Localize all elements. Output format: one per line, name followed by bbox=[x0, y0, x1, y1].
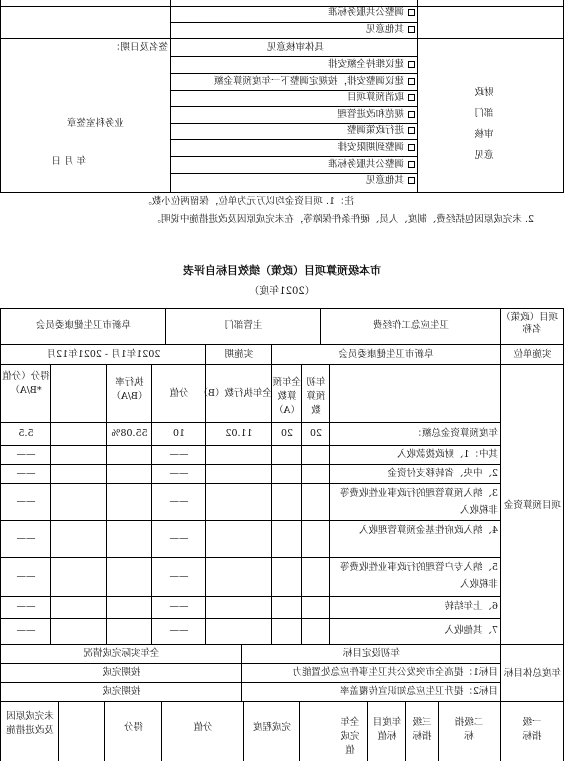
checkbox-label: 调整公共服务标准 bbox=[327, 158, 404, 170]
budget-score-val: —— bbox=[169, 495, 189, 507]
rule bbox=[0, 483, 501, 484]
ind-reason: 未完成原因及改进措施 bbox=[6, 711, 54, 736]
goal-1: 目标1：提高全市突发公共卫生事件应急处置能力 bbox=[292, 667, 498, 678]
checkbox-label: 建议维持全额安排 bbox=[327, 59, 404, 70]
ind-level3: 三级指标 bbox=[412, 717, 432, 742]
rule bbox=[0, 0, 1, 192]
budget-row-label: 5、纳入专户管理的行政事业性收费等非税收入 bbox=[339, 562, 498, 590]
opinion-header: 具体审核意见 bbox=[266, 42, 324, 53]
rule bbox=[0, 422, 501, 423]
rule bbox=[0, 344, 564, 345]
rule bbox=[417, 0, 418, 192]
ind-progress: 完成程度 bbox=[253, 722, 292, 733]
rule bbox=[500, 308, 501, 761]
col-score-val: 分值 bbox=[169, 388, 189, 399]
dept-label: 主管部门 bbox=[224, 320, 263, 331]
note-1: 注：1. 项目资金均以万元为单位，保留两位小数。 bbox=[142, 196, 354, 207]
rule bbox=[0, 618, 501, 619]
budget-row-label: 年度预算资金总额： bbox=[412, 427, 498, 439]
checkbox[interactable] bbox=[408, 177, 415, 184]
actual-header: 全年实际完成情况 bbox=[83, 648, 160, 659]
col-initial: 年初预算数 bbox=[306, 377, 326, 416]
rule bbox=[171, 22, 418, 23]
budget-section-label: 项目预算资金 bbox=[504, 500, 562, 511]
dept-value: 阜新市卫生健康委员会 bbox=[36, 320, 132, 331]
checkbox-label: 规范和改进管理 bbox=[337, 108, 404, 120]
budget-score-val: —— bbox=[169, 625, 189, 636]
ind-score-val: 分值 bbox=[193, 722, 213, 733]
budget-score: —— bbox=[16, 625, 36, 636]
checkbox[interactable] bbox=[408, 61, 415, 68]
planned-header: 年初设定目标 bbox=[343, 648, 401, 659]
budget-score: —— bbox=[16, 495, 36, 507]
business-office-seal: 业务科室签章 bbox=[66, 118, 124, 129]
budget-row-label: 3、纳入预算管理的行政事业性收费等非税收入 bbox=[339, 488, 498, 516]
rule bbox=[171, 173, 418, 174]
period-label: 实施期 bbox=[224, 349, 254, 360]
budget-row-label: 7、其他收入 bbox=[444, 625, 498, 636]
budget-score-val: —— bbox=[169, 570, 189, 582]
budget-score-val: 10 bbox=[172, 427, 186, 439]
goal-2-result: 按期完成 bbox=[102, 686, 141, 697]
checkbox[interactable] bbox=[408, 111, 415, 118]
dept-label-3: 审核 bbox=[474, 129, 494, 140]
rule bbox=[405, 701, 406, 761]
checkbox-label: 调整到期限安排 bbox=[337, 142, 404, 153]
ind-score: 得分 bbox=[124, 722, 144, 733]
rule bbox=[0, 364, 564, 365]
rule bbox=[0, 663, 501, 664]
checkbox[interactable] bbox=[408, 161, 415, 168]
goals-section-label: 年度总体目标 bbox=[504, 668, 562, 679]
checkbox-label: 取消预算项目 bbox=[346, 92, 404, 104]
budget-score-val: —— bbox=[169, 532, 189, 544]
budget-rate: 55.08% bbox=[111, 427, 148, 439]
rule bbox=[0, 644, 564, 645]
rule bbox=[0, 38, 564, 39]
goal-2: 目标2：提升卫生应急知识宣传覆盖率 bbox=[339, 686, 498, 697]
col-rate: 执行率（B/A） bbox=[111, 377, 148, 402]
rule bbox=[0, 6, 564, 7]
rule bbox=[0, 701, 564, 702]
ind-level1: 一级指标 bbox=[522, 717, 542, 742]
checkbox[interactable] bbox=[408, 94, 415, 101]
note-2: 2. 未完成原因包括经费、制度、人员、硬件条件保障等，在未完成原因及改进措施中说明。 bbox=[151, 214, 534, 225]
dept-label-2: 部门 bbox=[474, 108, 494, 119]
budget-score: —— bbox=[16, 601, 36, 612]
dept-label-1: 财政 bbox=[474, 87, 494, 98]
rule bbox=[171, 156, 418, 157]
rule bbox=[0, 464, 501, 465]
date-line: 年 月 日 bbox=[51, 156, 86, 167]
goal-1-result: 按期完成 bbox=[102, 667, 141, 678]
budget-score: —— bbox=[16, 448, 36, 460]
project-name-label: 项目（政策）名称 bbox=[505, 312, 559, 335]
ind-target: 年度目标值 bbox=[372, 717, 402, 742]
checkbox[interactable] bbox=[408, 144, 415, 151]
rule bbox=[367, 701, 368, 761]
rule bbox=[438, 701, 439, 761]
impl-label: 实施单位 bbox=[513, 349, 552, 360]
dept-label-4: 意见 bbox=[474, 150, 494, 161]
rule bbox=[171, 106, 418, 107]
checkbox[interactable] bbox=[408, 127, 415, 134]
rule bbox=[171, 123, 418, 124]
budget-annual: 20 bbox=[280, 427, 294, 439]
year-subtitle: （2021年度） bbox=[249, 286, 315, 297]
impl-value: 阜新市卫生健康委员会 bbox=[338, 349, 434, 360]
checkbox[interactable] bbox=[408, 26, 415, 33]
period-value: 2021年1月 - 2021年12月 bbox=[46, 349, 161, 360]
col-exec: 全年执行数（B） bbox=[198, 388, 272, 399]
ind-level2: 二级指标 bbox=[454, 717, 484, 742]
checkbox[interactable] bbox=[408, 78, 415, 85]
rule bbox=[171, 90, 418, 91]
budget-row-label: 4、纳入政府性基金预算管理收入 bbox=[358, 525, 498, 536]
rule bbox=[0, 682, 501, 683]
rule bbox=[171, 73, 418, 74]
rule bbox=[171, 139, 418, 140]
rule bbox=[0, 596, 501, 597]
rule bbox=[106, 364, 107, 644]
ind-actual: 全年完成值 bbox=[340, 717, 360, 756]
checkbox-label: 调整公共服务标准 bbox=[327, 7, 404, 18]
checkbox-label: 其他意见 bbox=[365, 175, 404, 187]
budget-score: —— bbox=[16, 467, 36, 479]
rule bbox=[0, 557, 501, 558]
rule bbox=[0, 192, 564, 193]
rule bbox=[0, 445, 501, 446]
budget-score-val: —— bbox=[169, 467, 189, 479]
dept-opinion-label bbox=[474, 82, 494, 166]
rule bbox=[171, 56, 418, 57]
checkbox[interactable] bbox=[408, 9, 415, 16]
col-annual: 全年预算数（A） bbox=[272, 377, 302, 416]
page-title: 市本级预算项目（政策）绩效目标自评表 bbox=[183, 264, 381, 277]
budget-exec: 11.02 bbox=[225, 427, 253, 439]
budget-score: —— bbox=[16, 532, 36, 544]
budget-score-val: —— bbox=[169, 448, 189, 460]
checkbox-label: 进行政策调整 bbox=[346, 125, 404, 137]
rule bbox=[0, 308, 564, 309]
sign-label: 签名及日期： bbox=[110, 42, 168, 53]
budget-row-label: 其中：1、财政拨款收入 bbox=[396, 448, 498, 460]
budget-score: 5.5 bbox=[18, 427, 34, 439]
budget-score-val: —— bbox=[169, 601, 189, 612]
budget-initial: 20 bbox=[309, 427, 323, 439]
rule bbox=[170, 0, 171, 192]
project-name: 卫生应急工作经费 bbox=[373, 320, 450, 331]
rule bbox=[0, 520, 501, 521]
budget-row-label: 6、上年结转 bbox=[444, 601, 498, 612]
budget-score: —— bbox=[16, 570, 36, 582]
col-score: 得分（分值*B/A） bbox=[2, 371, 50, 396]
rule bbox=[58, 701, 59, 761]
checkbox-label: 建议调整安排，按规定调整下一年度预算金额 bbox=[213, 75, 404, 87]
budget-row-label: 2、中央、省转移支付资金 bbox=[387, 467, 498, 479]
checkbox-label: 其他意见 bbox=[365, 24, 404, 35]
